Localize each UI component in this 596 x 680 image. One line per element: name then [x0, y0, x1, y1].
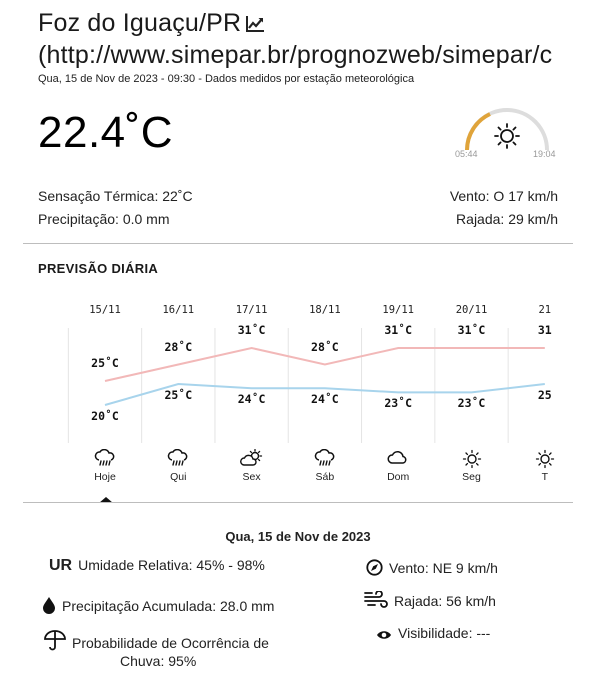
drop-icon — [42, 596, 56, 617]
rain-probability-value: Chuva: 95% — [120, 653, 197, 669]
sunset-time: 19:04 — [533, 149, 556, 159]
accumulated-precipitation-value: Precipitação Acumulada: 28.0 mm — [62, 598, 275, 614]
day-date: 20/11 — [455, 304, 488, 316]
max-temp-label: 31˚C — [457, 323, 486, 337]
max-temp-label: 31 — [537, 323, 552, 337]
rain-probability-label: Probabilidade de Ocorrência de — [72, 635, 269, 651]
rain-icon[interactable] — [295, 449, 355, 472]
min-temp-label: 20˚C — [91, 409, 119, 423]
divider — [23, 243, 573, 244]
detail-wind-row — [366, 559, 498, 579]
rain-probability-row — [44, 629, 269, 654]
location-name: Foz do Iguaçu/PR — [38, 9, 242, 37]
max-temp-label: 31˚C — [237, 323, 266, 337]
sun-icon — [495, 124, 519, 148]
day-name[interactable]: Dom — [387, 471, 410, 483]
sun-gauge — [455, 98, 565, 164]
day-name[interactable]: Hoje — [94, 471, 116, 483]
max-temp-label: 25˚C — [91, 356, 119, 370]
accumulated-precipitation-row — [42, 596, 274, 617]
rain-icon[interactable] — [148, 449, 208, 472]
sun-gauge-progress — [467, 114, 490, 150]
day-name[interactable]: Sáb — [315, 471, 335, 483]
day-name[interactable]: Qui — [170, 471, 187, 483]
humidity-value: Umidade Relativa: 45% - 98% — [78, 557, 265, 573]
min-temp-label: 23˚C — [457, 396, 486, 411]
detail-gust-value: Rajada: 56 km/h — [394, 593, 496, 609]
precipitation: Precipitação: 0.0 mm — [38, 211, 170, 227]
daily-forecast-strip[interactable] — [0, 296, 596, 506]
wind: Vento: O 17 km/h — [449, 188, 558, 204]
humidity-row — [49, 557, 265, 575]
chart-trend-icon[interactable] — [245, 11, 265, 40]
visibility-value: Visibilidade: --- — [398, 625, 491, 641]
day-date: 21 — [538, 304, 552, 316]
feels-like: Sensação Térmica: 22˚C — [38, 188, 193, 204]
eye-icon — [376, 628, 392, 644]
day-date: 18/11 — [309, 304, 341, 316]
rain-icon[interactable] — [75, 449, 135, 472]
min-temp-label: 24˚C — [311, 392, 339, 407]
measurement-subtitle: Qua, 15 de Nov de 2023 - 09:30 - Dados medidos por estação meteorológica — [38, 73, 415, 85]
day-name[interactable]: T — [541, 471, 548, 483]
wind-icon — [364, 591, 388, 612]
location-title — [38, 9, 265, 40]
max-temp-label: 28˚C — [311, 339, 339, 354]
visibility-row — [376, 625, 490, 644]
partly-cloudy-icon[interactable] — [222, 449, 282, 472]
max-temp-label: 31˚C — [384, 323, 413, 337]
min-temp-label: 25 — [537, 388, 552, 402]
daily-forecast-title: PREVISÃO DIÁRIA — [38, 261, 159, 276]
min-temp-label: 25˚C — [164, 388, 193, 402]
day-date: 16/11 — [162, 304, 195, 316]
max-temp-label: 28˚C — [164, 339, 193, 354]
detail-wind-value: Vento: NE 9 km/h — [389, 560, 498, 576]
location-url[interactable]: (http://www.simepar.br/prognozweb/simepar/c — [38, 41, 553, 69]
compass-icon — [366, 559, 383, 579]
current-temperature: 22.4˚C — [38, 108, 174, 157]
day-name[interactable]: Sex — [242, 471, 261, 483]
wind-gust: Rajada: 29 km/h — [456, 211, 558, 227]
detail-gust-row — [364, 591, 496, 612]
day-date: 19/11 — [382, 304, 414, 316]
day-date: 15/11 — [89, 304, 121, 316]
min-temp-label: 24˚C — [237, 392, 266, 407]
divider — [23, 502, 573, 503]
cloud-icon[interactable] — [368, 449, 428, 470]
day-name[interactable]: Seg — [462, 471, 481, 483]
sunrise-time: 05:44 — [455, 149, 478, 159]
humidity-icon: UR — [49, 557, 73, 574]
detail-date: Qua, 15 de Nov de 2023 — [225, 529, 371, 544]
min-temp-label: 23˚C — [384, 396, 413, 411]
umbrella-icon — [44, 629, 66, 654]
day-date: 17/11 — [235, 304, 268, 316]
